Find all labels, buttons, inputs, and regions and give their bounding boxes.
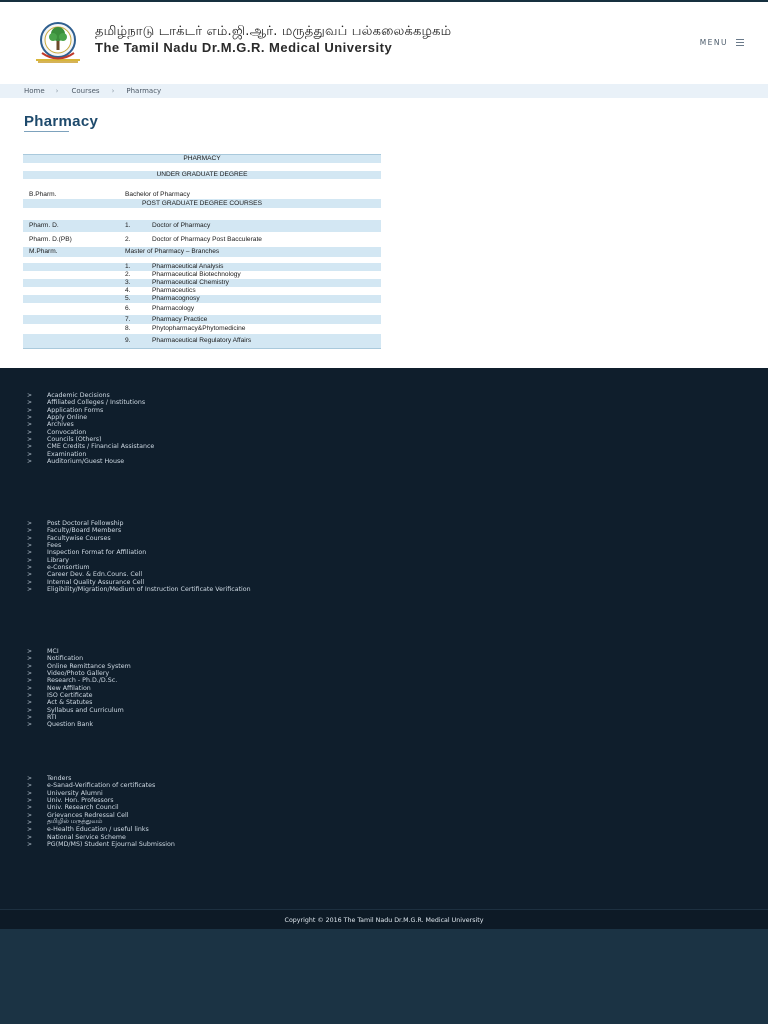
branch-name: Pharmacy Practice [152,315,381,324]
table-row [23,334,381,348]
footer-link[interactable]: Grievances Redressal Cell [47,811,129,819]
list-item [27,564,251,571]
list-item [27,458,154,465]
branch-name: Pharmaceutical Biotechnology [152,271,241,278]
table-row [23,155,381,164]
table-row [23,247,381,257]
list-item [27,706,131,713]
table-row [23,208,381,220]
breadcrumb-home[interactable]: Home [24,87,45,95]
table-row [23,220,381,232]
university-logo[interactable] [32,20,84,64]
branch-number: 3. [125,279,152,287]
pharmacy-courses-table [23,154,381,349]
branch-number: 6. [125,305,131,312]
branch-number: 1. [125,263,152,271]
footer-link[interactable]: National Service Scheme [47,833,126,841]
branch-name: Pharmaceutical Regulatory Affairs [152,334,381,348]
list-item [27,841,175,848]
branch-number: 5. [125,295,152,303]
footer-links-column-2 [27,520,251,593]
footer-link[interactable]: Application Forms [47,406,104,414]
chevron-right-icon: › [111,87,115,95]
chevron-right-icon: > [27,782,33,790]
table-row [23,179,381,191]
list-item [27,782,175,789]
list-item [27,648,131,655]
table-row [23,287,381,295]
footer-link[interactable]: Convocation [47,428,87,436]
chevron-right-icon: > [27,713,33,721]
chevron-right-icon: > [27,534,33,542]
chevron-right-icon: > [27,585,33,593]
list-item [27,797,175,804]
copyright-text: Copyright © 2016 The Tamil Nadu Dr.M.G.R. Medical University [284,916,484,924]
list-item [27,428,154,435]
footer-link[interactable]: Post Doctoral Fellowship [47,520,124,528]
chevron-right-icon: > [27,840,33,848]
chevron-right-icon: > [27,435,33,443]
chevron-right-icon: > [27,721,33,729]
list-item [27,527,251,534]
breadcrumb [0,84,768,98]
chevron-right-icon: > [27,406,33,414]
course-code: M.Pharm. [23,247,125,257]
chevron-right-icon: > [27,706,33,714]
list-item [27,392,154,399]
course-code: Pharm. D. [23,220,125,232]
footer-link[interactable]: Question Bank [47,721,93,729]
list-item [27,804,175,811]
footer-link[interactable]: Auditorium/Guest House [47,457,125,465]
chevron-right-icon: > [27,457,33,465]
list-item [27,833,175,840]
footer-link[interactable]: PG(MD/MS) Student Ejournal Submission [47,840,175,848]
footer-link[interactable]: தமிழில் மருத்துவம் [47,818,103,826]
list-item [27,549,251,556]
page-title: Pharmacy [24,113,99,130]
list-item [27,571,251,578]
footer-link[interactable]: Faculty/Board Members [47,527,122,535]
footer-link[interactable]: Library [47,556,70,564]
course-name: Doctor of Pharmacy [152,220,381,232]
footer-link[interactable]: Academic Decisions [47,392,110,400]
ug-heading: UNDER GRADUATE DEGREE [23,171,381,179]
chevron-right-icon: > [27,691,33,699]
chevron-right-icon: > [27,556,33,564]
table-row [23,191,381,199]
branch-name: Pharmaceutics [152,287,196,294]
table-row [23,295,381,303]
breadcrumb-current: Pharmacy [126,87,162,95]
footer-link[interactable]: Tenders [47,775,72,783]
footer-link[interactable]: CME Credits / Financial Assistance [47,443,155,451]
list-item [27,790,175,797]
copyright-bar [0,909,768,930]
footer-link[interactable]: Univ. Hon. Professors [47,797,114,805]
course-number: 2. [125,235,131,243]
chevron-right-icon: > [27,450,33,458]
footer-link[interactable]: Syllabus and Curriculum [47,706,124,714]
footer-link[interactable]: Councils (Others) [47,435,102,443]
branch-name: Pharmaceutical Chemistry [152,279,381,287]
course-name: Bachelor of Pharmacy [125,191,190,198]
list-item [27,421,154,428]
footer-links-column-1 [27,392,154,465]
list-item [27,692,131,699]
list-item [27,775,175,782]
chevron-right-icon: > [27,775,33,783]
chevron-right-icon: > [27,797,33,805]
list-item [27,450,154,457]
list-item [27,677,131,684]
list-item [27,684,131,691]
university-name-english: The Tamil Nadu Dr.M.G.R. Medical University [95,40,393,55]
chevron-right-icon: > [27,542,33,550]
pg-heading: POST GRADUATE DEGREE COURSES [23,199,381,208]
chevron-right-icon: > [27,655,33,663]
footer-link[interactable]: Archives [47,421,74,429]
footer-link[interactable]: New Affilation [47,684,91,692]
chevron-right-icon: > [27,648,33,656]
chevron-right-icon: › [55,87,59,95]
table-title: PHARMACY [23,155,381,164]
course-code: B.Pharm. [29,191,57,198]
footer-link[interactable]: Internal Quality Assurance Cell [47,578,145,586]
chevron-right-icon: > [27,527,33,535]
list-item [27,436,154,443]
footer-link[interactable]: Online Remittance System [47,662,131,670]
chevron-right-icon: > [27,662,33,670]
chevron-right-icon: > [27,563,33,571]
course-name: Master of Pharmacy – Branches [125,247,381,257]
chevron-right-icon: > [27,578,33,586]
branch-number: 8. [125,325,131,332]
table-row [23,303,381,315]
table-row [23,324,381,334]
footer-link[interactable]: Affiliated Colleges / Institutions [47,399,146,407]
course-name: Doctor of Pharmacy Post Bacculerate [152,235,262,243]
list-item [27,699,131,706]
breadcrumb-courses[interactable]: Courses [71,87,100,95]
chevron-right-icon: > [27,520,33,528]
list-item [27,414,154,421]
title-underline [24,131,69,132]
table-row [23,163,381,171]
list-item [27,520,251,527]
list-item [27,826,175,833]
footer-link[interactable]: ISO Certificate [47,691,93,699]
footer-link[interactable]: Inspection Format for Affiliation [47,549,147,557]
footer-links-column-3 [27,648,131,728]
table-row [23,279,381,287]
chevron-right-icon: > [27,414,33,422]
footer-link[interactable]: Notification [47,655,84,663]
chevron-right-icon: > [27,443,33,451]
site-header [0,2,768,84]
chevron-right-icon: > [27,789,33,797]
footer-link[interactable]: e-Sanad-Verification of certificates [47,782,156,790]
chevron-right-icon: > [27,571,33,579]
chevron-right-icon: > [27,804,33,812]
footer-link[interactable]: Examination [47,450,87,458]
footer-link[interactable]: Career Dev. & Edn.Couns. Cell [47,571,143,579]
chevron-right-icon: > [27,833,33,841]
branch-name: Pharmacology [152,305,195,312]
footer-link[interactable]: Univ. Research Council [47,804,119,812]
chevron-right-icon: > [27,684,33,692]
footer-link[interactable]: Eligibility/Migration/Medium of Instruction Certificate Verification [47,585,251,593]
chevron-right-icon: > [27,392,33,400]
chevron-right-icon: > [27,399,33,407]
footer-link[interactable]: e-Health Education / useful links [47,826,149,834]
list-item [27,407,154,414]
branch-name: Pharmacognosy [152,295,381,303]
chevron-right-icon: > [27,421,33,429]
list-item [27,399,154,406]
list-item [27,535,251,542]
list-item [27,556,251,563]
list-item [27,443,154,450]
main-content [0,98,768,368]
table-row [23,271,381,279]
list-item [27,714,131,721]
university-name-tamil: தமிழ்நாடு டாக்டர் எம்.ஜி.ஆர். மருத்துவப் பல்கலைக்கழகம் [95,24,452,39]
list-item [27,663,131,670]
hamburger-icon [736,39,744,46]
chevron-right-icon: > [27,699,33,707]
branch-name: Pharmaceutical Analysis [152,263,381,271]
list-item [27,655,131,662]
branch-name: Phytopharmacy&Phytomedicine [152,325,246,332]
list-item [27,670,131,677]
list-item [27,721,131,728]
footer-links-column-4 [27,775,175,848]
chevron-right-icon: > [27,677,33,685]
list-item [27,542,251,549]
chevron-right-icon: > [27,428,33,436]
chevron-right-icon: > [27,826,33,834]
branch-number: 9. [125,334,152,348]
footer-link[interactable]: University Alumni [47,789,103,797]
footer-link[interactable]: e-Consortium [47,563,90,571]
chevron-right-icon: > [27,670,33,678]
list-item [27,586,251,593]
course-number: 1. [125,220,152,232]
table-row [23,263,381,271]
footer-link[interactable]: Video/Photo Gallery [47,670,110,678]
table-row [23,171,381,179]
list-item [27,819,175,826]
site-footer [0,368,768,909]
menu-label: MENU [699,38,728,47]
branch-number: 7. [125,315,152,324]
footer-link[interactable]: RTI [47,713,57,721]
branch-number: 4. [125,287,131,294]
page-bottom-band [0,929,768,1024]
footer-link[interactable]: Facultywise Courses [47,534,111,542]
footer-link[interactable]: Research - Ph.D./D.Sc. [47,677,118,685]
table-row [23,315,381,324]
table-row [23,199,381,208]
footer-link[interactable]: MCI [47,648,59,656]
footer-link[interactable]: Act & Statutes [47,699,93,707]
course-code: Pharm. D.(PB) [29,235,72,243]
menu-button[interactable] [700,38,744,47]
list-item [27,578,251,585]
branch-number: 2. [125,271,131,278]
chevron-right-icon: > [27,811,33,819]
footer-link[interactable]: Fees [47,542,62,550]
chevron-right-icon: > [27,818,33,826]
footer-link[interactable]: Apply Online [47,414,88,422]
table-row [23,232,381,247]
chevron-right-icon: > [27,549,33,557]
